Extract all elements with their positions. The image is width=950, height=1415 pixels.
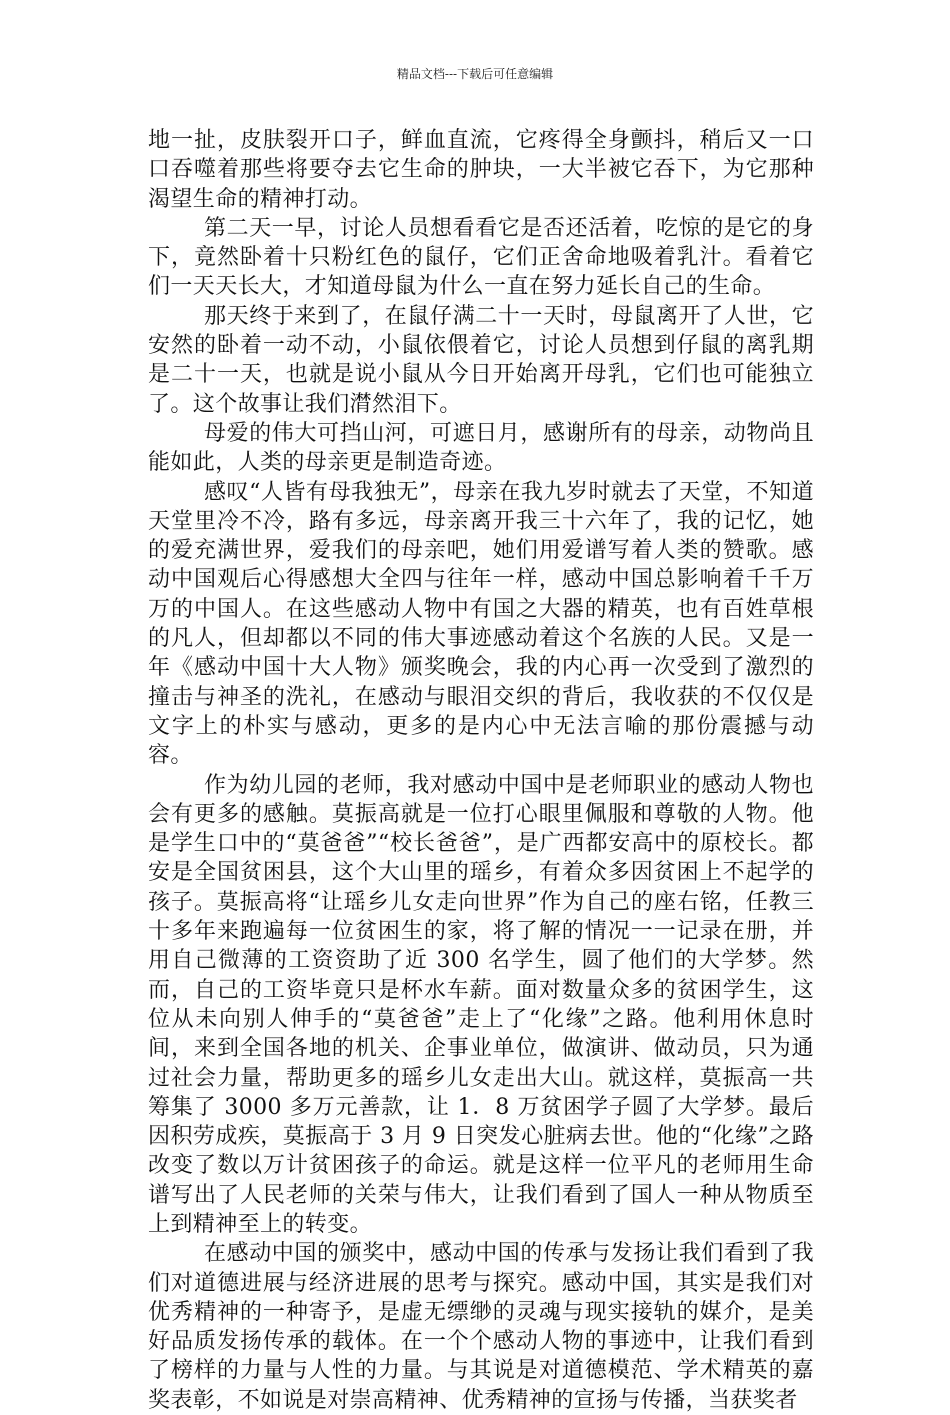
paragraph-3: 那天终于来到了，在鼠仔满二十一天时，母鼠离开了人世，它安然的卧着一动不动，小鼠依偎着它，讨论人员想到仔鼠的离乳期是二十一天，也就是说小鼠从今日开始离开母乳，它们也可能独立了。这个故事让我们潸然泪下。 (148, 303, 814, 417)
paragraph-2: 第二天一早，讨论人员想看看它是否还活着，吃惊的是它的身下，竟然卧着十只粉红色的鼠仔，它们正舍命地吸着乳汁。看着它们一天天长大，才知道母鼠为什么一直在努力延长自己的生命。 (148, 215, 814, 300)
paragraph-6: 作为幼儿园的老师，我对感动中国中是老师职业的感动人物也会有更多的感触。莫振高就是一位打心眼里佩服和尊敬的人物。他是学生口中的“莫爸爸”“校长爸爸”，是广西都安高中的原校长。都安是全国贫困县，这个大山里的瑶乡，有着众多因贫困上不起学的孩子。莫振高将“让瑶乡儿女走向世界”作为自己的座右铭，任教三十多年来跑遍每一位贫困生的家，将了解的情况一一记录在册，并用自己微薄的工资资助了近 300 名学生，圆了他们的大学梦。然而，自己的工资毕竟只是杯水车薪。面对数量众多的贫困学生，这位从未向别人伸手的“莫爸爸”走上了“化缘”之路。他利用休息时间，来到全国各地的机关、企事业单位，做演讲、做动员，只为通过社会力量，帮助更多的瑶乡儿女走出大山。就这样，莫振高一共筹集了 3000 多万元善款，让 1．8 万贫困学子圆了大学梦。最后因积劳成疾，莫振高于 3 月 9 日突发心脏病去世。他的“化缘”之路改变了数以万计贫困孩子的命运。就是这样一位平凡的老师用生命谱写出了人民老师的关荣与伟大，让我们看到了国人一种从物质至上到精神至上的转变。 (148, 772, 814, 1237)
page-header: 精品文档---下载后可任意编辑 (396, 67, 554, 81)
paragraph-4: 母爱的伟大可挡山河，可遮日月，感谢所有的母亲，动物尚且能如此，人类的母亲更是制造奇迹。 (148, 420, 814, 476)
paragraph-5: 感叹“人皆有母我独无”，母亲在我九岁时就去了天堂，不知道天堂里冷不冷，路有多远，母亲离开我三十六年了，我的记忆，她的爱充满世界，爱我们的母亲吧，她们用爱谱写着人类的赞歌。感动中国观后心得感想大全四与往年一样，感动中国总影响着千千万万的中国人。在这些感动人物中有国之大器的精英，也有百姓草根的凡人，但却都以不同的伟大事迹感动着这个名族的人民。又是一年《感动中国十大人物》颁奖晚会，我的内心再一次受到了激烈的撞击与神圣的洗礼，在感动与眼泪交织的背后，我收获的不仅仅是文字上的朴实与感动，更多的是内心中无法言喻的那份震撼与动容。 (148, 479, 814, 769)
document-body (148, 126, 814, 1415)
paragraph-1: 地一扯，皮肤裂开口子，鲜血直流，它疼得全身颤抖，稍后又一口口吞噬着那些将要夺去它生命的肿块，一大半被它吞下，为它那种渴望生命的精神打动。 (148, 128, 814, 212)
paragraph-7: 在感动中国的颁奖中，感动中国的传承与发扬让我们看到了我们对道德进展与经济进展的思考与探究。感动中国，其实是我们对优秀精神的一种寄予，是虚无缥缈的灵魂与现实接轨的媒介，是美好品质发扬传承的载体。在一个个感动人物的事迹中，让我们看到了榜样的力量与人性的力量。与其说是对道德模范、学术精英的嘉奖表彰，不如说是对崇高精神、优秀精神的宣扬与传播，当获奖者 (148, 1241, 814, 1413)
